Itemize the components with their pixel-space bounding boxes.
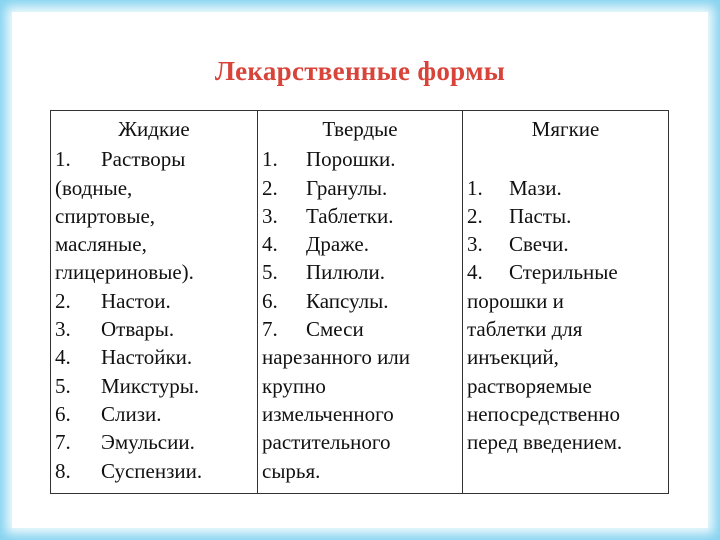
liquid-column bbox=[51, 143, 258, 493]
table-body-row bbox=[51, 143, 669, 493]
list-item: 1. Мази. bbox=[467, 175, 562, 200]
list-item: 1. Порошки. bbox=[262, 147, 396, 172]
header-soft: Мягкие bbox=[463, 111, 669, 144]
list-item: 4. Настойки. bbox=[55, 345, 193, 370]
dosage-forms-table bbox=[50, 110, 669, 494]
list-item: перед введением. bbox=[467, 430, 623, 455]
list-item: таблетки для bbox=[467, 317, 583, 342]
list-item: нарезанного или bbox=[262, 345, 411, 370]
list-item: 5. Микстуры. bbox=[55, 373, 200, 398]
slide-title: Лекарственные формы bbox=[214, 56, 506, 86]
list-item: непосредственно bbox=[467, 401, 620, 426]
list-item: сырья. bbox=[262, 458, 321, 483]
list-item: глицериновые). bbox=[55, 260, 194, 285]
list-item: 7. Эмульсии. bbox=[55, 430, 195, 455]
list-item: 3. Отвары. bbox=[55, 317, 175, 342]
list-item: 2. Гранулы. bbox=[262, 175, 388, 200]
table-header-row bbox=[51, 111, 669, 144]
list-item: 1. Растворы bbox=[55, 147, 186, 172]
header-liquid: Жидкие bbox=[51, 111, 258, 144]
list-item: 3. Свечи. bbox=[467, 232, 569, 257]
list-item: 2. Пасты. bbox=[467, 203, 572, 228]
list-item: 8. Суспензии. bbox=[55, 458, 203, 483]
list-item: крупно bbox=[262, 373, 326, 398]
list-item: (водные, bbox=[55, 175, 133, 200]
list-item: спиртовые, bbox=[55, 203, 156, 228]
list-item: порошки и bbox=[467, 288, 564, 313]
list-item: 7. Смеси bbox=[262, 317, 364, 342]
list-item: растворяемые bbox=[467, 373, 592, 398]
list-item: 6. Слизи. bbox=[55, 401, 162, 426]
list-item: 4. Стерильные bbox=[467, 260, 618, 285]
list-item: 3. Таблетки. bbox=[262, 203, 394, 228]
column-spacer bbox=[467, 145, 664, 173]
list-item: 6. Капсулы. bbox=[262, 288, 389, 313]
header-solid: Твердые bbox=[258, 111, 463, 144]
list-item: растительного bbox=[262, 430, 391, 455]
list-item: 2. Настои. bbox=[55, 288, 171, 313]
soft-column bbox=[463, 143, 669, 493]
list-item: 5. Пилюли. bbox=[262, 260, 386, 285]
list-item: инъекций, bbox=[467, 345, 559, 370]
list-item: масляные, bbox=[55, 232, 147, 257]
list-item: измельченного bbox=[262, 401, 394, 426]
solid-column bbox=[258, 143, 463, 493]
list-item: 4. Драже. bbox=[262, 232, 369, 257]
